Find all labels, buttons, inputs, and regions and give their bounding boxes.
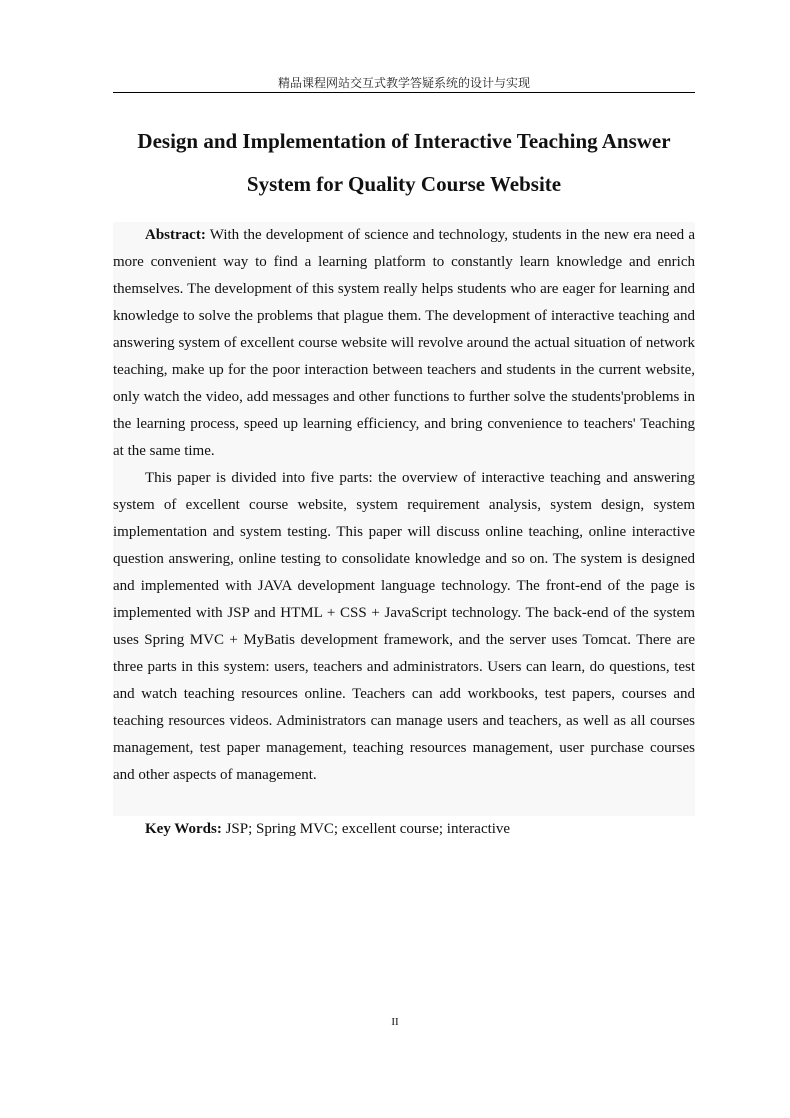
abstract-paragraph-1-text: With the development of science and technology, students in the new era need a more convenient way to find a learning platform to constantly learn knowledge and enrich themselves. The development of this system really helps students who are eager for learning and knowledge to solve the problems that plague them. The development of interactive teaching and answering system of excellent course website will revolve around the actual situation of network teaching, make up for the poor interaction between teachers and students in the current website, only watch the video, add messages and other functions to further solve the students'problems in the learning process, speed up learning efficiency, and bring convenience to teachers' Teaching at the same time. — [113, 227, 695, 459]
abstract-paragraph-2: This paper is divided into five parts: the overview of interactive teaching and answering system of excellent course website, system requirement analysis, system design, system implementation and system testing. This paper will discuss online teaching, online interactive question answering, online testing to consolidate knowledge and so on. The system is designed and implemented with JAVA development language technology. The front-end of the page is implemented with JSP and HTML + CSS + JavaScript technology. The back-end of the system uses Spring MVC + MyBatis development framework, and the server uses Tomcat. There are three parts in this system: users, teachers and administrators. Users can learn, do questions, test and watch teaching resources online. Teachers can add workbooks, test papers, courses and teaching resources videos. Administrators can manage users and teachers, as well as all courses management, test paper management, teaching resources management, user purchase courses and other aspects of management. — [113, 470, 695, 783]
page-number: II — [391, 1016, 399, 1028]
keywords-value: JSP; Spring MVC; excellent course; interactive — [221, 821, 511, 837]
abstract-paragraph-1 — [113, 222, 695, 465]
title-line-2: System for Quality Course Website — [246, 172, 562, 196]
keywords-label: Key Words: — [145, 821, 222, 837]
keywords-line — [113, 816, 695, 843]
running-header: 精品课程网站交互式教学答疑系统的设计与实现 — [277, 76, 530, 90]
header-rule — [113, 92, 695, 93]
abstract-label: Abstract: — [145, 227, 206, 243]
title-line-1: Design and Implementation of Interactive Teaching Answer — [137, 129, 671, 153]
paper-title — [113, 120, 695, 206]
abstract-section — [113, 222, 695, 789]
